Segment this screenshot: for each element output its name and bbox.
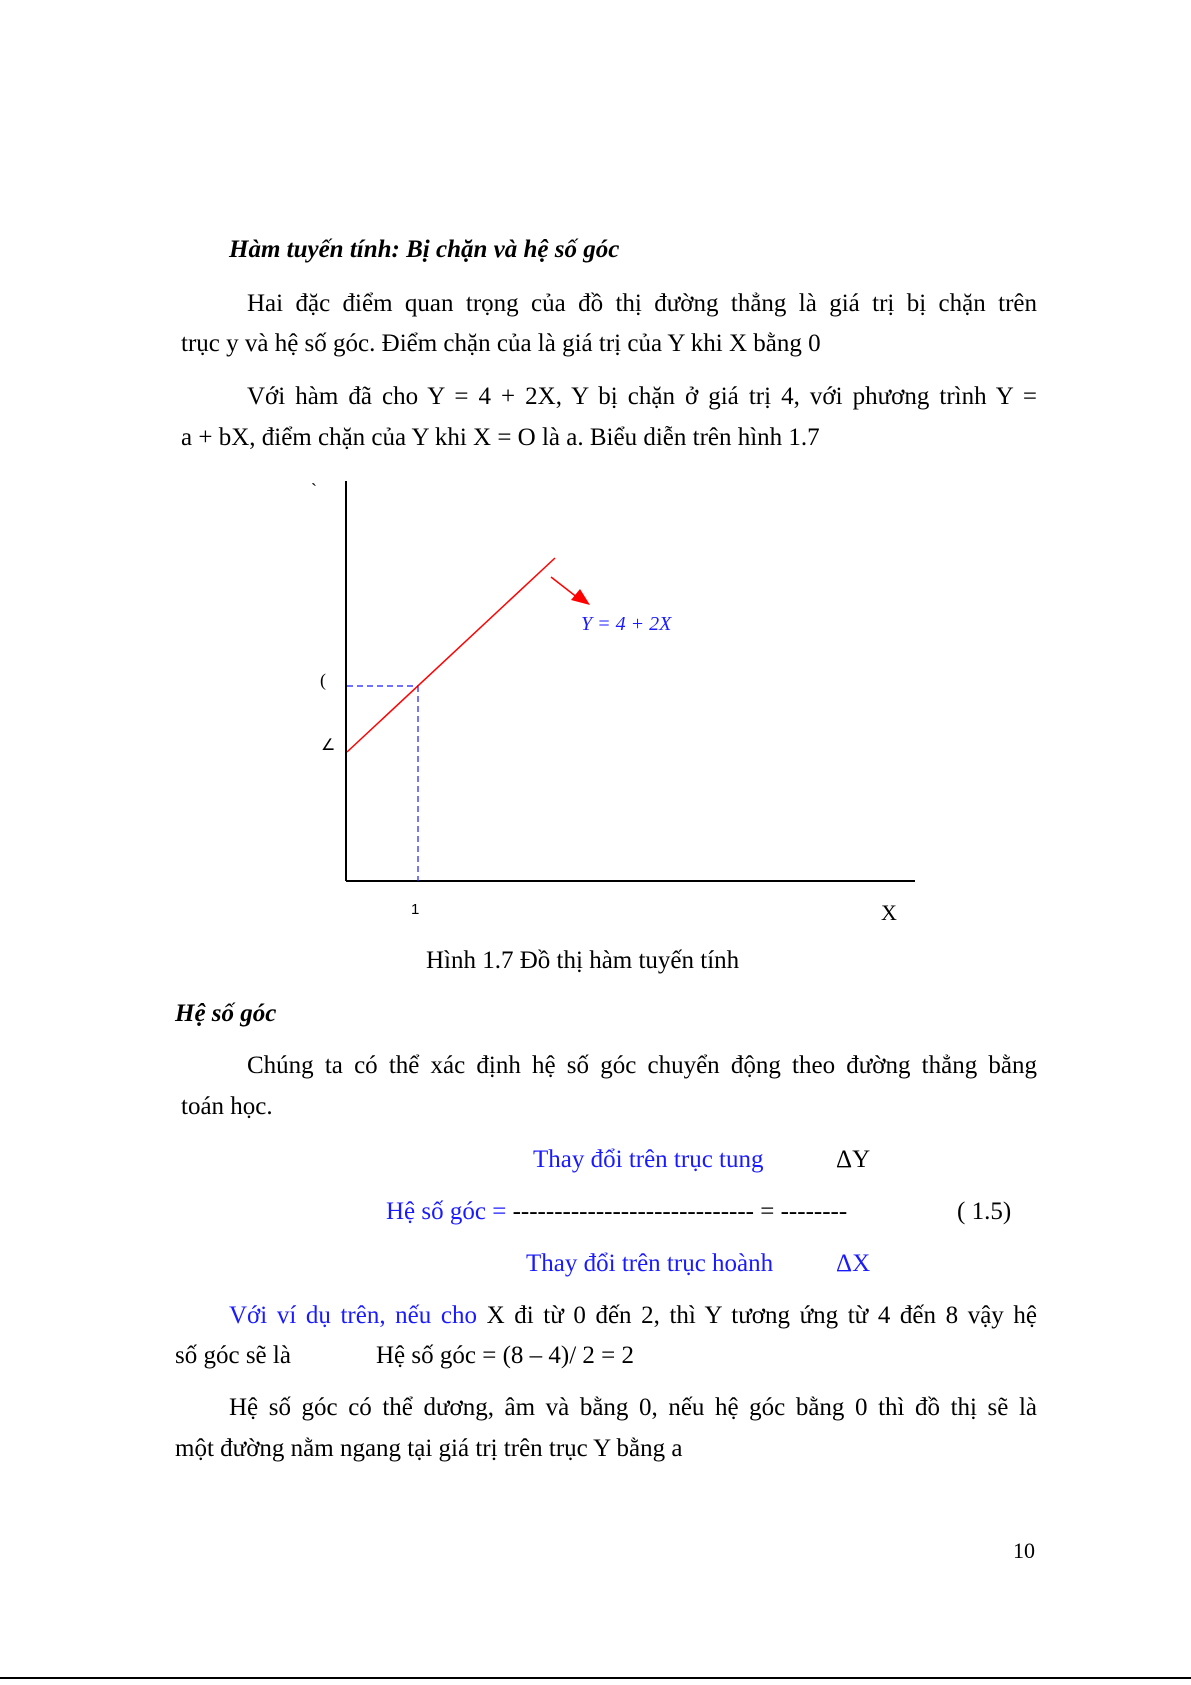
paragraph-line: Chúng ta có thể xác định hệ số góc chuyển động theo đường thẳng bằng <box>247 1052 1037 1079</box>
y-tick-label: ( <box>320 670 326 690</box>
paragraph-line: Hai đặc điểm quan trọng của đồ thị đường thẳng là giá trị bị chặn trên <box>247 290 1037 317</box>
paragraph-line: Với hàm đã cho Y = 4 + 2X, Y bị chặn ở giá trị 4, với phương trình Y = <box>247 383 1037 410</box>
formula-denominator: Thay đổi trên trục hoành <box>526 1250 774 1277</box>
paragraph-line: Hệ số góc có thể dương, âm và bằng 0, nếu hệ góc bằng 0 thì đồ thị sẽ là <box>229 1394 1037 1421</box>
formula-line <box>386 1199 847 1224</box>
paragraph-line <box>229 1303 1037 1328</box>
line-label: Y = 4 + 2X <box>581 613 672 635</box>
formula-delta-y: ΔY <box>836 1146 871 1173</box>
label-arrow-shaft <box>551 577 578 598</box>
paragraph-line: một đường nằm ngang tại giá trị trên trục Y bằng a <box>175 1435 683 1462</box>
figure-caption: Hình 1.7 Đồ thị hàm tuyến tính <box>426 947 740 974</box>
y-tick-label: ∠ <box>321 737 336 754</box>
paragraph-blue-text: Với ví dụ trên, nếu cho <box>229 1302 487 1329</box>
y-axis-label: ` <box>311 480 317 500</box>
formula-number: ( 1.5) <box>957 1198 1012 1225</box>
section-heading-linear-function: Hàm tuyến tính: Bị chặn và hệ số góc <box>229 236 620 263</box>
page-number: 10 <box>1013 1538 1035 1563</box>
formula-numerator: Thay đổi trên trục tung <box>533 1146 764 1173</box>
formula-lhs: Hệ số góc = <box>386 1198 513 1225</box>
paragraph-line: a + bX, điểm chặn của Y khi X = O là a. Biểu diễn trên hình 1.7 <box>181 424 820 451</box>
slope-result: Hệ số góc = (8 – 4)/ 2 = 2 <box>376 1342 635 1369</box>
x-axis-label: X <box>881 900 897 925</box>
paragraph-text: số góc sẽ là <box>175 1342 291 1369</box>
paragraph-line: toán học. <box>181 1093 273 1120</box>
bottom-border <box>0 1677 1191 1679</box>
function-line <box>347 558 555 752</box>
paragraph-line: trục y và hệ số góc. Điểm chặn của là giá trị của Y khi X bằng 0 <box>181 330 821 357</box>
label-arrow-head <box>571 589 590 605</box>
x-tick-label: 1 <box>411 901 420 918</box>
paragraph-text: X đi từ 0 đến 2, thì Y tương ứng từ 4 đến 8 vậy hệ <box>486 1302 1037 1329</box>
formula-dashes: ----------------------------- = -------- <box>512 1198 848 1225</box>
formula-delta-x: ΔX <box>836 1250 871 1277</box>
section-heading-slope: Hệ số góc <box>175 1000 277 1027</box>
